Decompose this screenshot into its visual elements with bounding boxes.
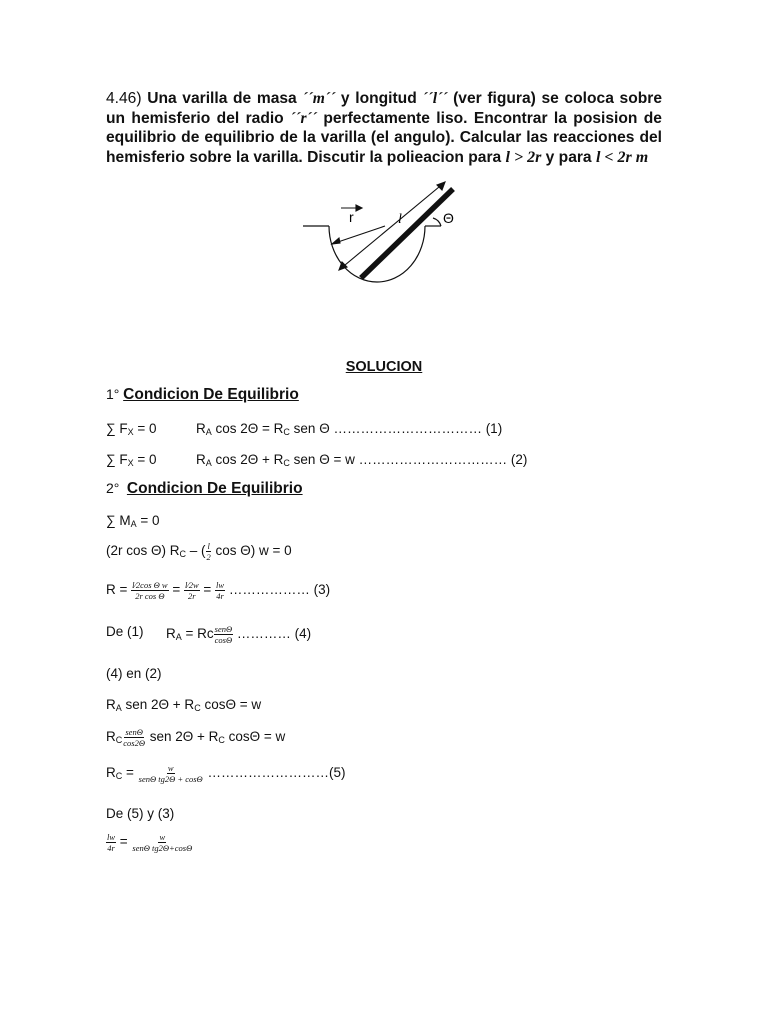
eq-part: R <box>106 765 116 781</box>
var-r: ´´r´´ <box>290 109 317 127</box>
eq-part: R <box>196 421 206 436</box>
eq-part: sen 2Θ + R <box>145 729 219 745</box>
fraction <box>214 624 233 645</box>
eq-part: = Rc <box>181 626 214 642</box>
eq-sub: C <box>115 735 123 746</box>
problem-text: y para <box>541 148 596 166</box>
eq-part: (2r cos Θ) R <box>106 543 180 559</box>
numerator: l⁄2cos Θ w <box>132 580 168 590</box>
denominator: 4r <box>107 843 115 853</box>
condition-2-heading <box>106 480 303 498</box>
eq-part: ∑ F <box>106 421 128 436</box>
eq-part: cosΘ = w <box>200 697 262 712</box>
denominator: 4r <box>216 591 224 601</box>
equation-substitution-2 <box>106 727 285 748</box>
problem-text: perfectamente liso. Encontrar la posision de equilibrio de equilibrio de la varilla (el angulo). Calcular las reacciones del hemisferio sobre la varilla. Discutir la polieacion para <box>106 109 662 166</box>
heading-text: Condicion De Equilibrio <box>123 386 299 403</box>
problem-number: 4.46) <box>106 90 142 107</box>
ordinal: 2° <box>106 480 120 496</box>
equation-substitution <box>106 697 261 713</box>
label-theta: Θ <box>443 210 454 226</box>
eq-part: – ( <box>186 543 206 559</box>
condition-1-heading <box>106 386 299 404</box>
numerator: lw <box>216 580 225 590</box>
eq-part: sen Θ = w …………………………… (2) <box>289 452 528 467</box>
fraction <box>106 832 116 853</box>
fraction <box>138 763 204 784</box>
fraction <box>122 727 146 748</box>
eq-part: cos Θ) w = 0 <box>211 543 292 559</box>
numerator: senΘ <box>214 624 233 634</box>
eq-sub: C <box>283 458 290 468</box>
eq-part: ………… (4) <box>233 626 312 642</box>
eq-sub: C <box>179 549 187 560</box>
eq-part: = <box>199 582 216 598</box>
numerator: senΘ <box>125 727 143 737</box>
eq-sub: A <box>175 632 182 643</box>
eq-part: R <box>166 626 176 642</box>
rod-hemisphere-figure <box>295 176 475 286</box>
var-l: ´´l´´ <box>422 90 448 107</box>
problem-text: Una varilla de masa <box>147 90 303 107</box>
eq-part: ∑ M <box>106 513 131 528</box>
eq-sub: A <box>205 458 212 468</box>
eq-part: sen 2Θ + R <box>121 697 195 712</box>
denominator: cos2Θ <box>123 738 145 748</box>
equation-final <box>106 832 193 853</box>
fraction <box>131 580 168 601</box>
condition-l-lt-2r: l < 2r m <box>595 148 649 166</box>
eq-sub: A <box>115 703 122 713</box>
eq-part: = <box>122 765 138 781</box>
eq-sub: X <box>127 427 134 437</box>
fraction <box>215 580 225 601</box>
eq-part: cosΘ = w <box>224 729 286 745</box>
eq-part: R <box>106 729 116 745</box>
eq-sub: X <box>127 458 134 468</box>
numerator: w <box>167 763 174 773</box>
eq-sub: A <box>205 427 212 437</box>
eq-part: ………………………(5) <box>203 765 346 781</box>
arrowhead <box>356 205 362 211</box>
eq-sub: C <box>218 735 225 746</box>
problem-text: y longitud <box>335 90 423 107</box>
arrowhead <box>437 182 445 190</box>
eq-part: = 0 <box>133 421 157 436</box>
equation-5 <box>106 763 345 784</box>
eq-part: ……………… (3) <box>225 582 331 598</box>
eq-part: cos 2Θ + R <box>211 452 284 467</box>
eq-sub: C <box>115 771 123 782</box>
heading-text: Condicion De Equilibrio <box>126 480 303 497</box>
eq-part: R <box>106 697 116 712</box>
denominator: senΘ tg2Θ + cosΘ <box>138 774 203 784</box>
equation-3 <box>106 580 330 601</box>
problem-text: (ver figura) se coloca sobre un hemisferio del radio <box>106 90 662 127</box>
var-m: ´´m´´ <box>302 90 336 107</box>
numerator: l <box>207 541 210 551</box>
eq-part: = <box>116 834 132 850</box>
eq-part: ∑ F <box>106 452 128 467</box>
eq-part: = 0 <box>136 513 160 528</box>
denominator: 2 <box>206 552 211 562</box>
eq-sub: C <box>194 703 201 713</box>
label-l: l <box>398 212 402 227</box>
angle-arc <box>433 218 441 226</box>
line-de-5-y-3: De (5) y (3) <box>106 806 175 821</box>
eq-sub: A <box>130 519 137 529</box>
moment-equation <box>106 513 160 529</box>
numerator: l⁄2w <box>184 580 199 590</box>
numerator: w <box>159 832 166 842</box>
ordinal: 1° <box>106 386 120 402</box>
line-4-en-2: (4) en (2) <box>106 666 162 681</box>
denominator: 2r cos Θ <box>135 591 165 601</box>
solution-title: SOLUCION <box>345 359 423 375</box>
eq-part: = 0 <box>133 452 157 467</box>
numerator: lw <box>107 832 116 842</box>
fraction <box>184 580 200 601</box>
eq-part: cos 2Θ = R <box>211 421 284 436</box>
eq-part: = <box>168 582 184 598</box>
fraction <box>131 832 193 853</box>
denominator: senΘ tg2Θ+cosΘ <box>132 843 193 853</box>
denominator: 2r <box>188 591 196 601</box>
arrowhead <box>332 238 340 244</box>
eq-part: R <box>196 452 206 467</box>
eq-part: De (1) <box>106 624 144 639</box>
denominator: cosΘ <box>214 635 233 645</box>
condition-l-gt-2r: l > 2r <box>505 148 542 166</box>
hemisphere-arc <box>329 226 425 282</box>
problem-statement <box>106 89 662 167</box>
label-r: r <box>349 209 354 225</box>
eq-part: sen Θ …………………………… (1) <box>289 421 503 436</box>
eq-part: R = <box>106 582 132 598</box>
eq-sub: C <box>283 427 290 437</box>
moment-expansion <box>106 541 292 562</box>
rod <box>361 189 453 278</box>
